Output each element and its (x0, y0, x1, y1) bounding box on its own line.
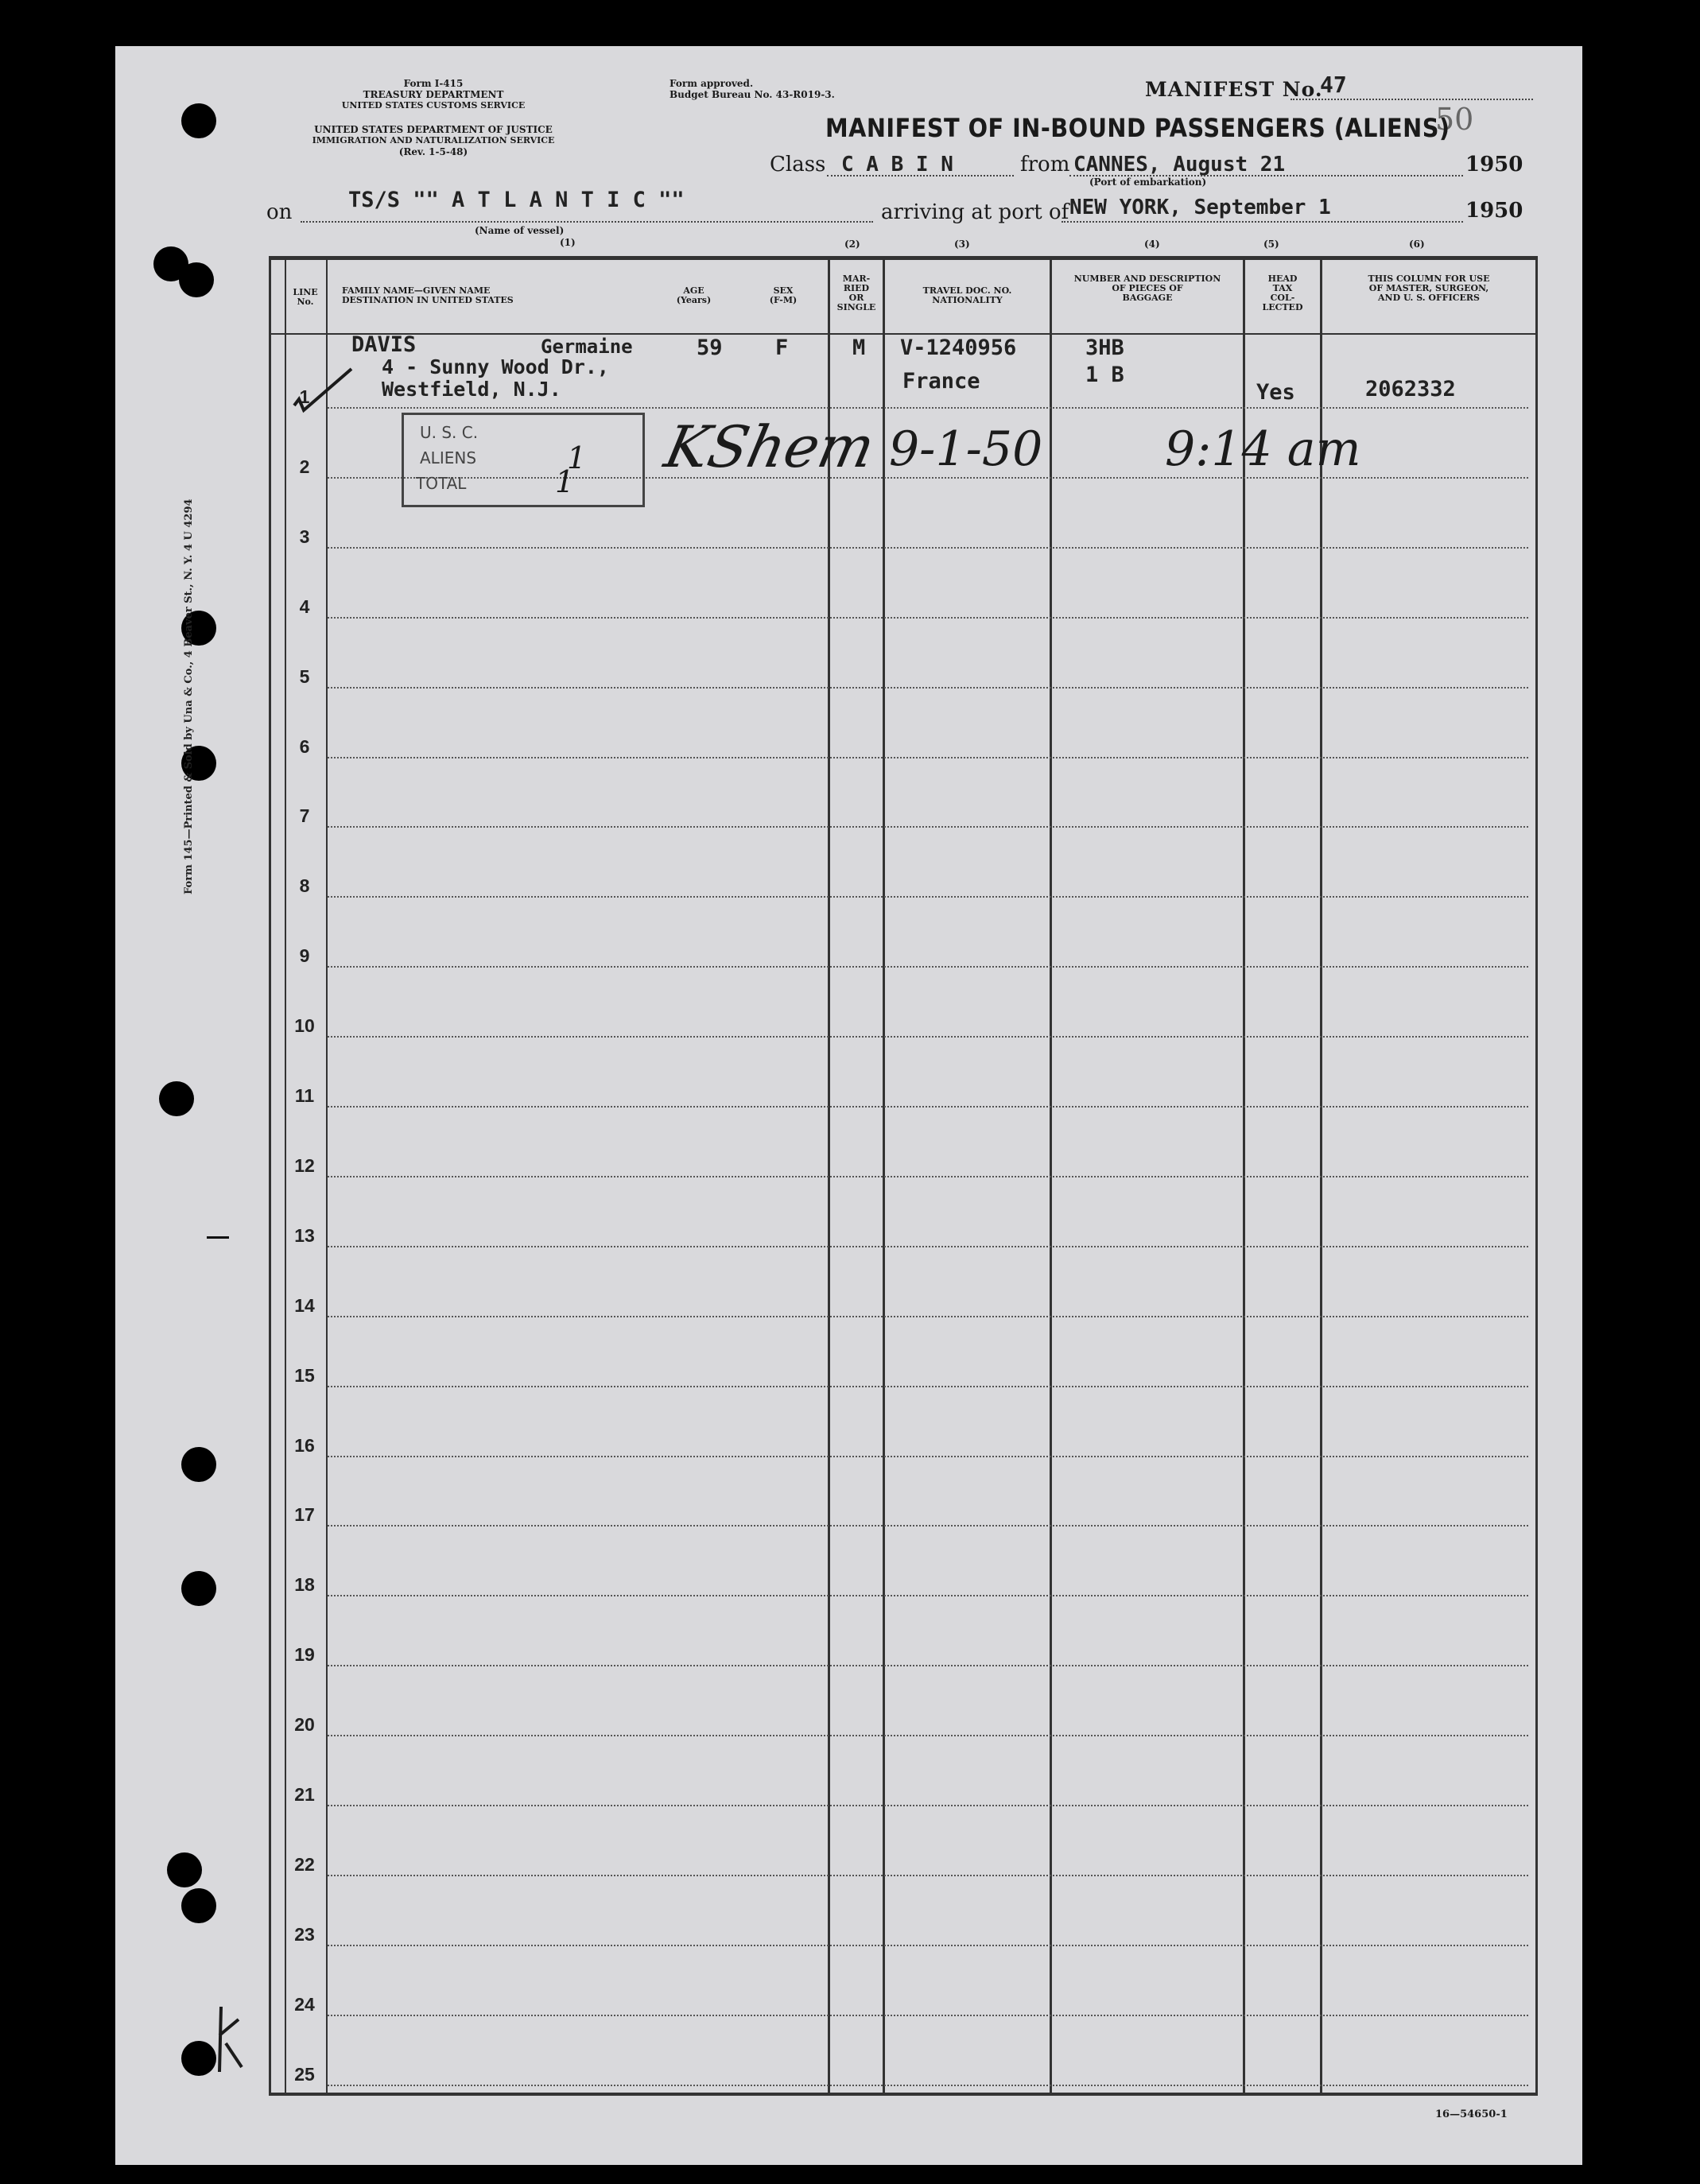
vessel-caption: (Name of vessel) (475, 225, 565, 236)
line-number: 25 (294, 2063, 315, 2085)
class-label: Class (770, 153, 826, 177)
punch-hole (181, 1571, 216, 1606)
punch-hole (181, 1888, 216, 1923)
page-number: 50 (1435, 102, 1474, 137)
line-number: 23 (294, 1923, 315, 1945)
stamp-aliens-count: 1 (567, 440, 587, 475)
row-dotted-line (328, 1525, 1528, 1526)
row-dotted-line (328, 1246, 1528, 1247)
manifest-no-line (1291, 99, 1533, 100)
customs-label: UNITED STATES CUSTOMS SERVICE (341, 100, 526, 111)
row-dotted-line (328, 547, 1528, 549)
port-embark-caption: (Port of embarkation) (1089, 177, 1207, 188)
line-number: 21 (294, 1784, 315, 1805)
row-dotted-line (328, 1106, 1528, 1108)
header-officers: THIS COLUMN FOR USE OF MASTER, SURGEON, AND U. S. OFFICERS (1368, 273, 1490, 303)
manifest-no-value: 47 (1320, 72, 1347, 98)
line-number: 24 (294, 1993, 315, 2015)
port-of-embarkation: CANNES, August 21 (1073, 153, 1286, 177)
line-number: 4 (299, 595, 310, 617)
row-dotted-line (328, 826, 1528, 828)
manifest-no-label: MANIFEST No. (1145, 78, 1323, 101)
line-number: 3 (299, 526, 310, 547)
row-dotted-line (328, 1595, 1528, 1596)
row-dotted-line (328, 2085, 1528, 2086)
row-dotted-line (328, 757, 1528, 758)
line-number: 14 (294, 1294, 315, 1316)
row-dotted-line (328, 1875, 1528, 1876)
table-left-border (269, 256, 271, 2095)
stamp-line1: U. S. C. (420, 423, 479, 442)
line-number: 18 (294, 1574, 315, 1596)
row-dotted-line (328, 896, 1528, 898)
stamp-line3: TOTAL (416, 474, 467, 493)
justice-label: UNITED STATES DEPARTMENT OF JUSTICE (314, 124, 553, 135)
punch-hole (167, 1852, 202, 1887)
footer-code: 16—54650-1 (1435, 2108, 1508, 2120)
line-number: 5 (299, 665, 310, 687)
table-header-border (269, 333, 1538, 335)
row-dotted-line (328, 1805, 1528, 1806)
line-number: 6 (299, 735, 310, 757)
row-dotted-line (328, 687, 1528, 689)
check-mark-icon (291, 366, 355, 413)
entry-sex: F (775, 336, 789, 360)
row-dotted-line (328, 1665, 1528, 1666)
column-number: (6) (1409, 239, 1425, 250)
arrival-line (1062, 221, 1463, 223)
line-number: 9 (299, 945, 310, 967)
column-number: (5) (1263, 239, 1279, 250)
class-value: C A B I N (841, 153, 953, 177)
treasury-label: TREASURY DEPARTMENT (363, 89, 504, 100)
inspection-date: 9-1-50 (889, 421, 1043, 477)
punch-hole (181, 2041, 216, 2076)
header-head-tax: HEAD TAX COL- LECTED (1262, 273, 1303, 312)
column-number: (3) (954, 239, 970, 250)
row-dotted-line (328, 407, 1528, 409)
entry-officer-number: 2062332 (1365, 377, 1456, 401)
row-dotted-line (328, 1386, 1528, 1387)
row-dotted-line (328, 1735, 1528, 1736)
table-top-border (269, 256, 1538, 260)
printer-imprint: Form 145—Printed & Sold by Una & Co., 4 Beaver St., N. Y. 4 U 4294 (183, 498, 195, 894)
vessel-line (301, 221, 873, 223)
entry-given-name: Germaine (541, 336, 633, 358)
row-dotted-line (328, 1316, 1528, 1317)
line-number: 1 (299, 386, 310, 407)
line-number: 2 (299, 456, 310, 477)
row-dotted-line (328, 966, 1528, 968)
row-dotted-line (328, 1945, 1528, 1946)
entry-baggage-line2: 1 B (1085, 363, 1124, 387)
header-travel-doc: TRAVEL DOC. NO. NATIONALITY (922, 285, 1012, 305)
entry-nationality: France (902, 369, 980, 394)
from-label: from (1020, 153, 1070, 177)
header-name-destination: FAMILY NAME—GIVEN NAME DESTINATION IN UNITED STATES (342, 285, 514, 305)
header-married: MAR- RIED OR SINGLE (836, 273, 876, 312)
class-line (827, 175, 1014, 177)
punch-hole (179, 262, 214, 297)
entry-married: M (852, 336, 866, 360)
table-bottom-border (269, 2093, 1538, 2096)
arrival-port-date: NEW YORK, September 1 (1069, 196, 1331, 219)
line-number: 10 (294, 1015, 315, 1037)
line-number: 16 (294, 1434, 315, 1456)
header-age: AGE (Years) (676, 285, 712, 305)
entry-baggage-line1: 3HB (1085, 336, 1124, 360)
header-sex: SEX (F-M) (769, 285, 798, 305)
ins-label: IMMIGRATION AND NATURALIZATION SERVICE (312, 135, 555, 145)
row-dotted-line (328, 617, 1528, 619)
vessel-column-number: (1) (560, 237, 576, 248)
header-line-no: LINE No. (293, 287, 318, 307)
revision-label: (Rev. 1-5-48) (398, 146, 468, 157)
entry-family-name: DAVIS (351, 332, 417, 357)
punch-hole (159, 1081, 194, 1116)
entry-age: 59 (697, 336, 723, 360)
line-number: 20 (294, 1714, 315, 1736)
row-dotted-line (328, 1176, 1528, 1177)
column-number: (2) (844, 239, 860, 250)
line-number: 19 (294, 1644, 315, 1666)
punch-hole (181, 103, 216, 138)
row-dotted-line (328, 1036, 1528, 1038)
row-dotted-line (328, 1456, 1528, 1457)
usc-aliens-stamp (402, 413, 645, 507)
vessel-name: TS/S "" A T L A N T I C "" (348, 188, 685, 212)
arriving-label: arriving at port of (881, 200, 1069, 224)
margin-mark-icon (215, 2004, 246, 2075)
inspection-time: 9:14 am (1165, 421, 1361, 477)
row-dotted-line (328, 2015, 1528, 2016)
line-number: 17 (294, 1504, 315, 1526)
line-number: 12 (294, 1154, 315, 1176)
stamp-line2: ALIENS (420, 448, 477, 467)
year-embark: 1950 (1465, 153, 1523, 177)
budget-bureau: Budget Bureau No. 43-R019-3. (670, 89, 835, 100)
line-number: 13 (294, 1224, 315, 1246)
form-number: Form I-415 (403, 78, 464, 89)
header-baggage: NUMBER AND DESCRIPTION OF PIECES OF BAGGAGE (1073, 273, 1221, 303)
manifest-title: MANIFEST OF IN-BOUND PASSENGERS (ALIENS) (825, 113, 1450, 143)
line-number: 22 (294, 1853, 315, 1875)
form-approved: Form approved. (670, 78, 754, 89)
line-number: 11 (294, 1085, 315, 1106)
line-number: 8 (299, 875, 310, 897)
entry-head-tax: Yes (1256, 380, 1295, 405)
punch-hole (181, 1447, 216, 1482)
table-right-border (1535, 256, 1538, 2095)
column-number: (4) (1144, 239, 1160, 250)
year-arrival: 1950 (1465, 199, 1523, 223)
line-number: 15 (294, 1364, 315, 1386)
stamp-total-count: 1 (555, 464, 575, 499)
entry-address-line2: Westfield, N.J. (382, 378, 561, 401)
inspector-signature: KShem (659, 413, 881, 480)
margin-mark (207, 1236, 229, 1239)
line-number: 7 (299, 805, 310, 827)
entry-travel-doc: V-1240956 (900, 336, 1017, 360)
on-label: on (266, 200, 293, 224)
entry-address-line1: 4 - Sunny Wood Dr., (382, 355, 609, 378)
